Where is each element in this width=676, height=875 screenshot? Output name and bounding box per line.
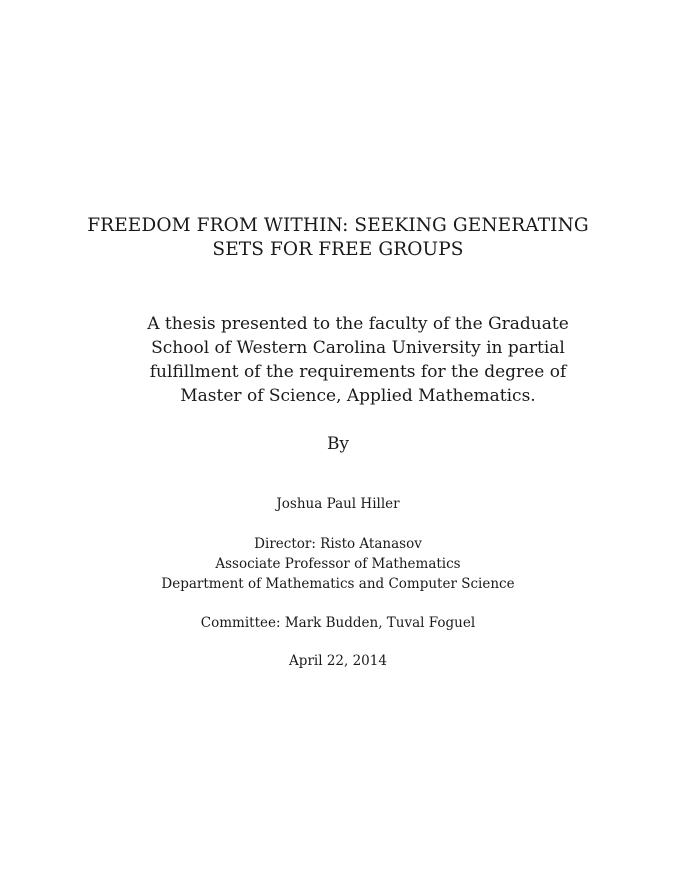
director-name: Director: Risto Atanasov: [254, 536, 422, 552]
thesis-title: [0, 214, 676, 262]
director-info: [0, 534, 676, 594]
director-department: Department of Mathematics and Computer Science: [161, 576, 515, 592]
thesis-title-line-2: SETS FOR FREE GROUPS: [212, 239, 464, 260]
thesis-title-line-1: FREEDOM FROM WITHIN: SEEKING GENERATING: [87, 215, 589, 236]
by-label: By: [326, 434, 350, 454]
director-title: Associate Professor of Mathematics: [215, 556, 461, 572]
committee-members: Committee: Mark Budden, Tuval Foguel: [200, 615, 476, 631]
submission-date: April 22, 2014: [289, 653, 387, 669]
degree-statement: A thesis presented to the faculty of the Graduate School of Western Carolina University in partial fulfillment of the requirements for the degree of Master of Science, Applied Mathematics.: [147, 314, 569, 406]
author-name: Joshua Paul Hiller: [276, 496, 400, 512]
